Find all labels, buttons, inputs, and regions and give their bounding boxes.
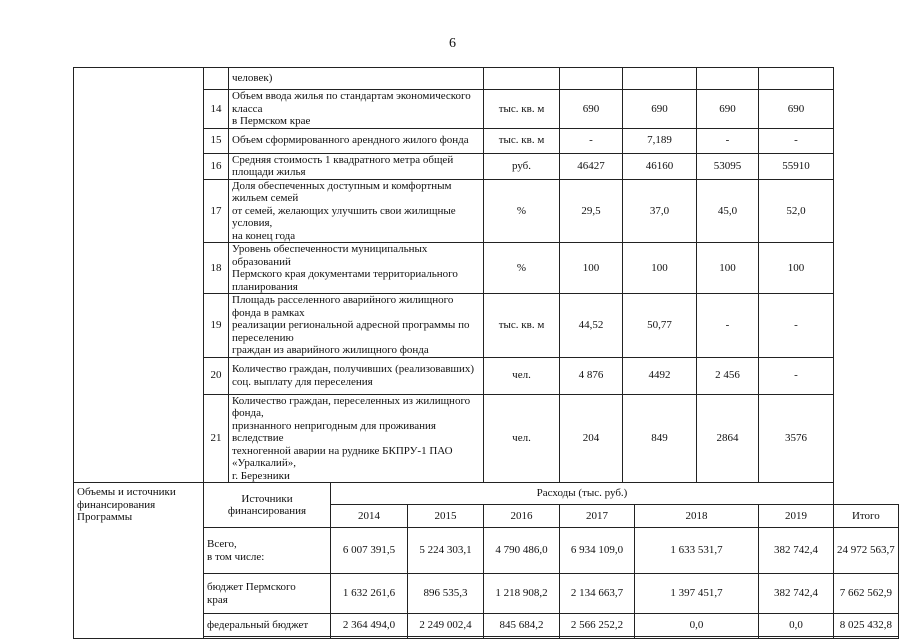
indicator-name: Количество граждан, получивших (реализовавших) соц. выплату для переселения: [229, 357, 484, 394]
value-4: 55910: [759, 153, 834, 179]
unit: тыс. кв. м: [484, 294, 560, 358]
row-number: 19: [204, 294, 229, 358]
amount: 2 364 494,0: [331, 614, 408, 637]
value-1: 690: [560, 90, 623, 129]
value-1: 4 876: [560, 357, 623, 394]
indicator-name: Количество граждан, переселенных из жилищного фонда, признанного непригодным для проживания вследствие техногенной аварии на руднике БКПРУ-1 ПАО «Уралкалий», г. Березники: [229, 394, 484, 483]
value-4: -: [759, 357, 834, 394]
amount: 6 934 109,0: [560, 528, 635, 574]
amount: 0,0: [759, 614, 834, 637]
amount: 2 249 002,4: [408, 614, 484, 637]
value-4: -: [759, 128, 834, 153]
value-2: 100: [623, 243, 697, 294]
value-1: 46427: [560, 153, 623, 179]
unit: тыс. кв. м: [484, 128, 560, 153]
financing-section-title: Объемы и источники финансирования Программы: [74, 483, 204, 639]
amount: 896 535,3: [408, 574, 484, 614]
value-2: 4492: [623, 357, 697, 394]
indicator-name: Объем сформированного арендного жилого фонда: [229, 128, 484, 153]
indicator-name: Объем ввода жилья по стандартам экономического класса в Пермском крае: [229, 90, 484, 129]
row-number: 18: [204, 243, 229, 294]
amount: 0,0: [635, 614, 759, 637]
year-header: 2018: [635, 505, 759, 528]
value-3: 45,0: [697, 179, 759, 243]
value-2: 849: [623, 394, 697, 483]
row-number: 21: [204, 394, 229, 483]
value-3: 2864: [697, 394, 759, 483]
indicator-name: Средняя стоимость 1 квадратного метра общей площади жилья: [229, 153, 484, 179]
amount-total: 24 972 563,7: [834, 528, 899, 574]
value-4: -: [759, 294, 834, 358]
year-header: 2015: [408, 505, 484, 528]
year-header: 2017: [560, 505, 635, 528]
source-label: бюджет Пермского края: [204, 574, 331, 614]
row-number: 15: [204, 128, 229, 153]
amount: 2 566 252,2: [560, 614, 635, 637]
value-4: 690: [759, 90, 834, 129]
amount: 2 134 663,7: [560, 574, 635, 614]
value-1: 204: [560, 394, 623, 483]
expenses-header: Расходы (тыс. руб.): [331, 483, 834, 505]
value-1: -: [560, 128, 623, 153]
unit: чел.: [484, 357, 560, 394]
value-2: 690: [623, 90, 697, 129]
amount: 382 742,4: [759, 528, 834, 574]
indicator-name: Уровень обеспеченности муниципальных образований Пермского края документами территориального планирования: [229, 243, 484, 294]
sources-header: Источники финансирования: [204, 483, 331, 528]
amount: 4 790 486,0: [484, 528, 560, 574]
total-header: Итого: [834, 505, 899, 528]
value-1: 29,5: [560, 179, 623, 243]
page-number: 6: [449, 36, 456, 51]
value-3: 2 456: [697, 357, 759, 394]
unit: руб.: [484, 153, 560, 179]
value-2: 7,189: [623, 128, 697, 153]
value-2: 46160: [623, 153, 697, 179]
indicator-name: Площадь расселенного аварийного жилищного фонда в рамках реализации региональной адресной программы по переселению граждан из аварийного жилищного фонда: [229, 294, 484, 358]
value-3: -: [697, 294, 759, 358]
value-4: 100: [759, 243, 834, 294]
row-number: 17: [204, 179, 229, 243]
value-1: 44,52: [560, 294, 623, 358]
amount: 6 007 391,5: [331, 528, 408, 574]
unit: тыс. кв. м: [484, 90, 560, 129]
row-number: 20: [204, 357, 229, 394]
amount: 1 397 451,7: [635, 574, 759, 614]
indicator-row-continuation: [74, 68, 899, 90]
amount-total: 7 662 562,9: [834, 574, 899, 614]
unit: %: [484, 243, 560, 294]
unit: чел.: [484, 394, 560, 483]
value-2: 50,77: [623, 294, 697, 358]
amount: 1 632 261,6: [331, 574, 408, 614]
value-2: 37,0: [623, 179, 697, 243]
year-header: 2019: [759, 505, 834, 528]
amount: 1 633 531,7: [635, 528, 759, 574]
source-label: Всего, в том числе:: [204, 528, 331, 574]
value-4: 3576: [759, 394, 834, 483]
indicator-name: человек): [229, 68, 484, 90]
value-3: 100: [697, 243, 759, 294]
left-empty-cell: [74, 68, 204, 483]
value-1: 100: [560, 243, 623, 294]
program-passport-table: [73, 67, 899, 639]
row-number: 14: [204, 90, 229, 129]
value-3: -: [697, 128, 759, 153]
year-header: 2014: [331, 505, 408, 528]
value-4: 52,0: [759, 179, 834, 243]
amount: 845 684,2: [484, 614, 560, 637]
year-header: 2016: [484, 505, 560, 528]
financing-header-row: [74, 483, 899, 505]
value-3: 690: [697, 90, 759, 129]
value-3: 53095: [697, 153, 759, 179]
source-label: федеральный бюджет: [204, 614, 331, 637]
indicator-name: Доля обеспеченных доступным и комфортным жильем семей от семей, желающих улучшить свои жилищные условия, на конец года: [229, 179, 484, 243]
amount-total: 8 025 432,8: [834, 614, 899, 637]
row-number: 16: [204, 153, 229, 179]
amount: 382 742,4: [759, 574, 834, 614]
amount: 5 224 303,1: [408, 528, 484, 574]
unit: %: [484, 179, 560, 243]
amount: 1 218 908,2: [484, 574, 560, 614]
